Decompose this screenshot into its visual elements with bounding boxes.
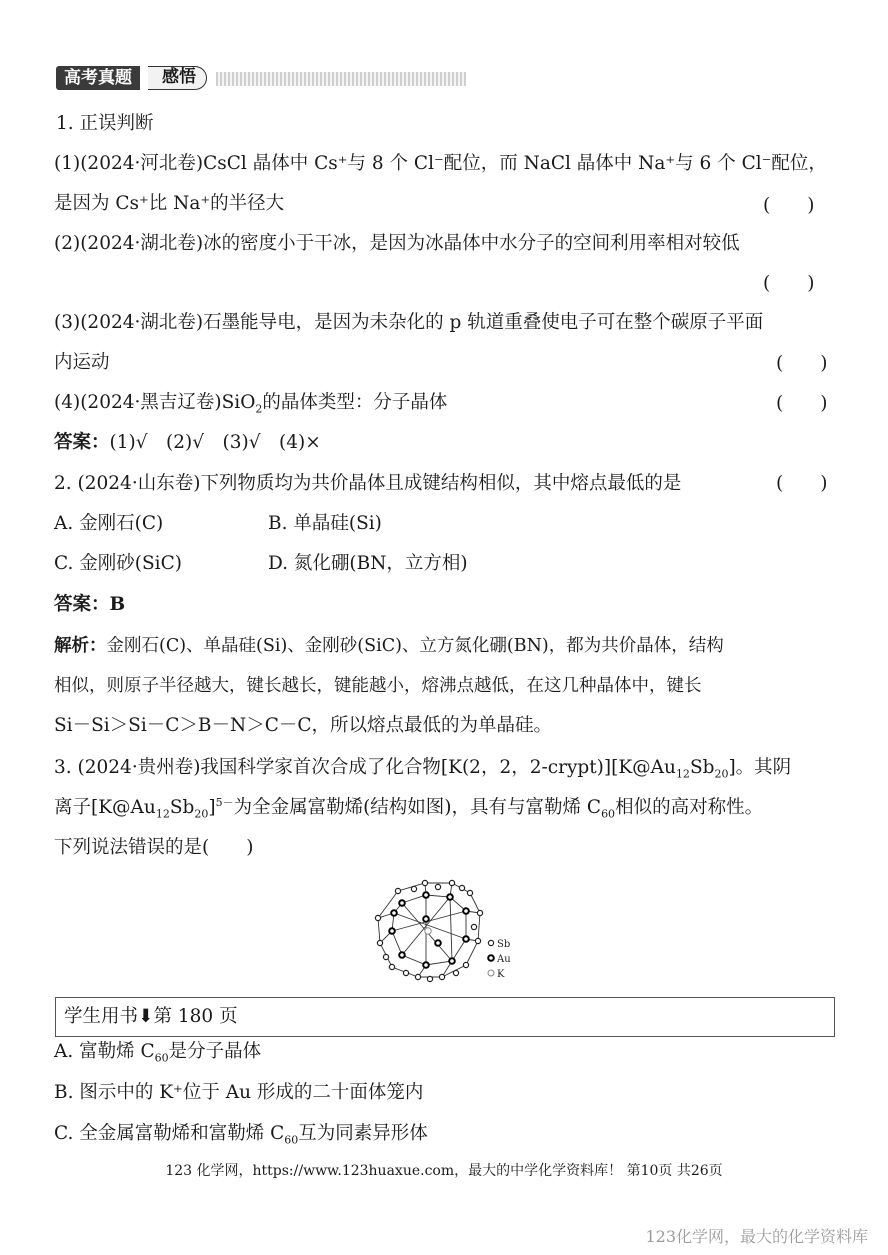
q3-opt-a-sub: 60: [154, 1051, 169, 1065]
q3-l2-sub3: 60: [601, 807, 616, 821]
q1-s3-line2: 内运动: [54, 352, 110, 373]
q2-option-d[interactable]: D. 氮化硼(BN，立方相): [268, 553, 468, 574]
section-banner: [56, 64, 416, 92]
q2-explanation-line1: [54, 634, 724, 658]
q3-l2-b: Sb: [169, 797, 195, 818]
legend-sb-label: Sb: [497, 939, 511, 950]
q1-s1-answer-blank[interactable]: ( ): [763, 195, 815, 216]
q3-l2-e: 相似的高对称性。: [615, 797, 764, 818]
q2-answer: [54, 593, 125, 617]
legend-k-label: K: [497, 969, 505, 980]
student-book-note-text: 学生用书⬇第 180 页: [64, 1006, 238, 1027]
q2-answer-value: B: [109, 594, 126, 615]
q2-option-a[interactable]: A. 金刚石(C): [54, 513, 164, 534]
banner-tag-left: 高考真题: [56, 66, 140, 90]
q3-opt-c-sub: 60: [284, 1133, 299, 1147]
q3-l1-b: Sb: [689, 757, 715, 778]
q3-l2-sup: 5－: [215, 795, 234, 809]
q3-option-a[interactable]: [54, 1040, 261, 1064]
q2-answer-blank[interactable]: ( ): [776, 473, 828, 494]
q2-explanation-line3: Si－Si＞Si－C＞B－N＞C－C，所以熔点最低的为单晶硅。: [54, 715, 553, 736]
q1-s2-line1: (2)(2024·湖北卷)冰的密度小于干冰，是因为冰晶体中水分子的空间利用率相对较低: [54, 233, 740, 254]
q2-option-c[interactable]: C. 金刚砂(SiC): [54, 553, 182, 574]
q3-opt-a-1: A. 富勒烯 C: [54, 1041, 155, 1062]
q3-option-c[interactable]: [54, 1122, 428, 1146]
q3-stem-line3: 下列说法错误的是( ): [54, 837, 254, 858]
q2-explanation-text1: 金刚石(C)、单晶硅(Si)、金刚砂(SiC)、立方氮化硼(BN)，都为共价晶体，结构: [106, 636, 724, 656]
q1-answer-label: 答案：: [54, 432, 110, 453]
q1-answer-text: (1)√ (2)√ (3)√ (4)×: [109, 432, 321, 453]
q1-s4-line: [54, 391, 447, 415]
student-book-note: [55, 997, 835, 1037]
q3-l2-c: ]: [208, 797, 216, 818]
q1-s3-answer-blank[interactable]: ( ): [776, 353, 828, 374]
q3-opt-c-1: C. 全金属富勒烯和富勒烯 C: [54, 1123, 285, 1144]
q2-explanation-label: 解析：: [54, 636, 107, 656]
q3-l2-a: 离子[K@Au: [54, 797, 156, 818]
q1-s4-text-b: 的晶体类型：分子晶体: [262, 392, 448, 413]
q2-explanation-line2: 相似，则原子半径越大，键长越长，键能越小，熔沸点越低，在这几种晶体中，键长: [54, 676, 702, 696]
q1-s4-answer-blank[interactable]: ( ): [776, 393, 828, 414]
fullerene-structure-figure: [370, 873, 530, 988]
q3-opt-c-2: 互为同素异形体: [298, 1123, 428, 1144]
q3-l2-sub1: 12: [155, 807, 170, 821]
q2-answer-label: 答案：: [54, 594, 110, 615]
q2-stem: 2. (2024·山东卷)下列物质均为共价晶体且成键结构相似，其中熔点最低的是: [54, 473, 682, 494]
q1-s4-text-a: (4)(2024·黑吉辽卷)SiO: [54, 392, 256, 413]
q3-stem-line2: [54, 796, 763, 820]
q1-s1-line1: (1)(2024·河北卷)CsCl 晶体中 Cs⁺与 8 个 Cl⁻配位，而 NaCl 晶体中 Na⁺与 6 个 Cl⁻配位，: [54, 153, 827, 174]
q3-l2-sub2: 20: [194, 807, 209, 821]
q1-s2-answer-blank[interactable]: ( ): [763, 273, 815, 294]
legend-sb-marker: [488, 940, 493, 945]
legend-k-marker: [488, 970, 494, 976]
q1-answer: [54, 431, 321, 455]
q3-opt-a-2: 是分子晶体: [168, 1041, 262, 1062]
q3-l2-d: 为全金属富勒烯(结构如图)，具有与富勒烯 C: [233, 797, 602, 818]
k-atom: [425, 928, 431, 934]
q2-option-b[interactable]: B. 单晶硅(Si): [268, 513, 382, 534]
q3-l1-a: 3. (2024·贵州卷)我国科学家首次合成了化合物[K(2，2，2-crypt)][K@Au: [54, 757, 676, 778]
legend-au-label: Au: [497, 954, 511, 965]
legend-au-marker: [488, 955, 494, 961]
watermark: 123化学网，最大的化学资料库: [645, 1227, 868, 1246]
q3-option-b[interactable]: B. 图示中的 K⁺位于 Au 形成的二十面体笼内: [54, 1082, 424, 1103]
q1-s1-line2: 是因为 Cs⁺比 Na⁺的半径大: [54, 193, 285, 214]
page-footer: 123 化学网，https://www.123huaxue.com，最大的中学化学资料库！ 第10页 共26页: [165, 1163, 723, 1179]
banner-stripe: [216, 72, 466, 86]
banner-tag-right: 感悟: [148, 66, 207, 90]
q1-s3-line1: (3)(2024·湖北卷)石墨能导电，是因为未杂化的 p 轨道重叠使电子可在整个碳原子平面: [54, 312, 764, 333]
q3-l1-c: ]。其阴: [728, 757, 792, 778]
q3-stem-line1: [54, 756, 791, 780]
q3-l1-sub2: 20: [714, 767, 729, 781]
q3-l1-sub1: 12: [675, 767, 690, 781]
q1-title: 1. 正误判断: [56, 113, 154, 134]
q1-s4-sub: 2: [255, 402, 263, 416]
